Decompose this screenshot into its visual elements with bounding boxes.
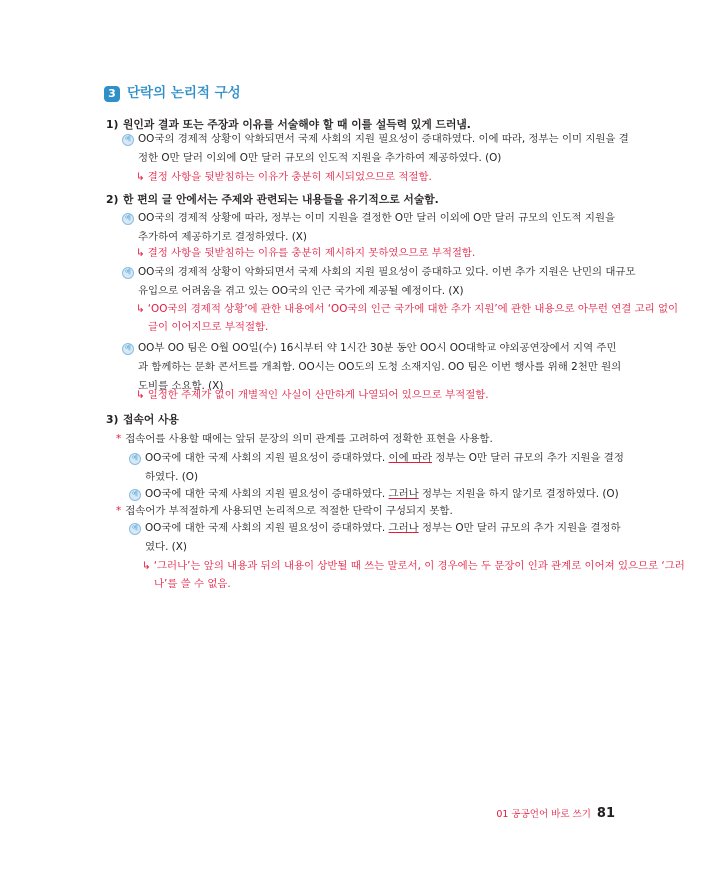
example-3-1 [129, 451, 624, 489]
bullet-text: 접속어를 사용할 때에는 앞뒤 문장의 의미 관계를 고려하여 정확한 표현을 사용함. [125, 433, 493, 445]
comment-1-1 [136, 170, 432, 185]
comment-text: 일정한 주제가 없이 개별적인 사실이 산만하게 나열되어 있으므로 부적절함. [147, 389, 489, 401]
comment-2-3 [136, 388, 489, 403]
example-badge-icon: 예 [129, 523, 141, 535]
example-badge-icon: 예 [129, 453, 141, 465]
comment-text: ‘OO국의 경제적 상황’에 관한 내용에서 ‘OO국의 인근 국가에 대한 추가 지원’에 관한 내용으로 아무런 연결 고리 없이 [147, 303, 679, 315]
bullet-text: 접속어가 부적절하게 사용되면 논리적으로 적절한 단락이 구성되지 못함. [125, 505, 453, 517]
example-badge-icon: 예 [122, 134, 134, 146]
example-3-3 [129, 521, 621, 559]
example-text-line: 하였다. (O) [145, 471, 199, 483]
conjunction-underlined: 그러나 [388, 488, 419, 500]
comment-text: ‘그러나’는 앞의 내용과 뒤의 내용이 상반될 때 쓰는 말로서, 이 경우에는 두 문장이 인과 관계로 이어져 있으므로 ‘그러 [153, 560, 685, 572]
comment-2-1 [136, 246, 475, 261]
example-badge-icon: 예 [129, 489, 141, 501]
example-1-1 [122, 132, 629, 170]
example-text-line: 였다. (X) [145, 541, 187, 553]
conjunction-underlined: 이에 따라 [388, 452, 432, 464]
example-text-line: 추가하여 제공하기로 결정하였다. (X) [138, 231, 307, 243]
comment-text: 결정 사항을 뒷받침하는 이유가 충분히 제시되었으므로 적절함. [147, 171, 432, 183]
section-number-badge: 3 [104, 86, 120, 102]
heading-1 [106, 117, 471, 133]
comment-text: 나’를 쓸 수 없음. [154, 578, 231, 591]
example-text-line: 유입으로 어려움을 겪고 있는 OO국의 인근 국가에 제공될 예정이다. (X) [138, 285, 464, 297]
heading-2 [106, 192, 439, 208]
example-text-line: OO국의 경제적 상황에 따라, 정부는 이미 지원을 결정한 O만 달러 이외에 O만 달러 규모의 인도적 지원을 [138, 212, 616, 224]
heading-3-number: 3) [106, 413, 119, 426]
example-text-line: OO부 OO 팀은 O월 OO일(수) 16시부터 약 1시간 30분 동안 OO시 OO대학교 야외공연장에서 지역 주민 [138, 342, 617, 354]
heading-1-number: 1) [106, 118, 119, 131]
example-text: OO국에 대한 국제 사회의 지원 필요성이 증대하였다. [145, 488, 389, 500]
return-arrow-icon: ↳ [136, 303, 145, 315]
example-text-line: 정한 O만 달러 이외에 O만 달러 규모의 인도적 지원을 추가하여 제공하였다. (O) [138, 152, 502, 164]
example-badge-icon: 예 [122, 213, 134, 225]
heading-2-number: 2) [106, 193, 119, 206]
return-arrow-icon: ↳ [136, 389, 145, 401]
example-badge-icon: 예 [122, 343, 134, 355]
bullet-star-icon: * [116, 505, 122, 517]
comment-3-3 [142, 559, 685, 592]
page-number: 81 [596, 806, 615, 821]
heading-3-text: 접속어 사용 [123, 413, 179, 426]
bullet-point-2 [116, 504, 453, 519]
example-2-1 [122, 211, 616, 249]
example-text: 정부는 지원을 하지 않기로 결정하였다. (O) [418, 488, 619, 500]
bullet-point-1 [116, 432, 493, 447]
example-text: OO국에 대한 국제 사회의 지원 필요성이 증대하였다. [145, 522, 389, 534]
comment-2-2 [136, 302, 678, 335]
example-text-line: OO국의 경제적 상황이 악화되면서 국제 사회의 지원 필요성이 증대하였다. 이에 따라, 정부는 이미 지원을 결 [138, 133, 629, 145]
example-text: OO국에 대한 국제 사회의 지원 필요성이 증대하였다. [145, 452, 389, 464]
example-text: 정부는 O만 달러 규모의 추가 지원을 결정하 [418, 522, 621, 534]
return-arrow-icon: ↳ [136, 247, 145, 259]
heading-2-text: 한 편의 글 안에서는 주제와 관련되는 내용들을 유기적으로 서술함. [123, 193, 439, 206]
conjunction-underlined: 그러나 [388, 522, 419, 534]
section-heading [104, 84, 241, 104]
page-footer [496, 805, 615, 824]
section-title: 단락의 논리적 구성 [127, 85, 241, 101]
example-text-line: 도비를 소요함. (X) [138, 380, 224, 392]
example-text-line: 과 함께하는 문화 콘서트를 개최함. OO시는 OO도의 도청 소재지임. OO 팀은 이번 행사를 위해 2천만 원의 [138, 361, 622, 373]
return-arrow-icon: ↳ [136, 171, 145, 183]
comment-text: 결정 사항을 뒷받침하는 이유를 충분히 제시하지 못하였으므로 부적절함. [147, 247, 476, 259]
return-arrow-icon: ↳ [142, 560, 151, 572]
heading-3 [106, 412, 179, 428]
example-badge-icon: 예 [122, 267, 134, 279]
example-text-line: OO국의 경제적 상황이 악화되면서 국제 사회의 지원 필요성이 증대하고 있다. 이번 추가 지원은 난민의 대규모 [138, 266, 636, 278]
bullet-star-icon: * [116, 433, 122, 445]
chapter-label: 01 공공언어 바로 쓰기 [496, 809, 591, 820]
comment-text: 글이 이어지므로 부적절함. [148, 321, 269, 334]
heading-1-text: 원인과 결과 또는 주장과 이유를 서술해야 할 때 이를 설득력 있게 드러냄. [123, 118, 471, 131]
example-text: 정부는 O만 달러 규모의 추가 지원을 결정 [431, 452, 624, 464]
example-2-2 [122, 265, 636, 303]
